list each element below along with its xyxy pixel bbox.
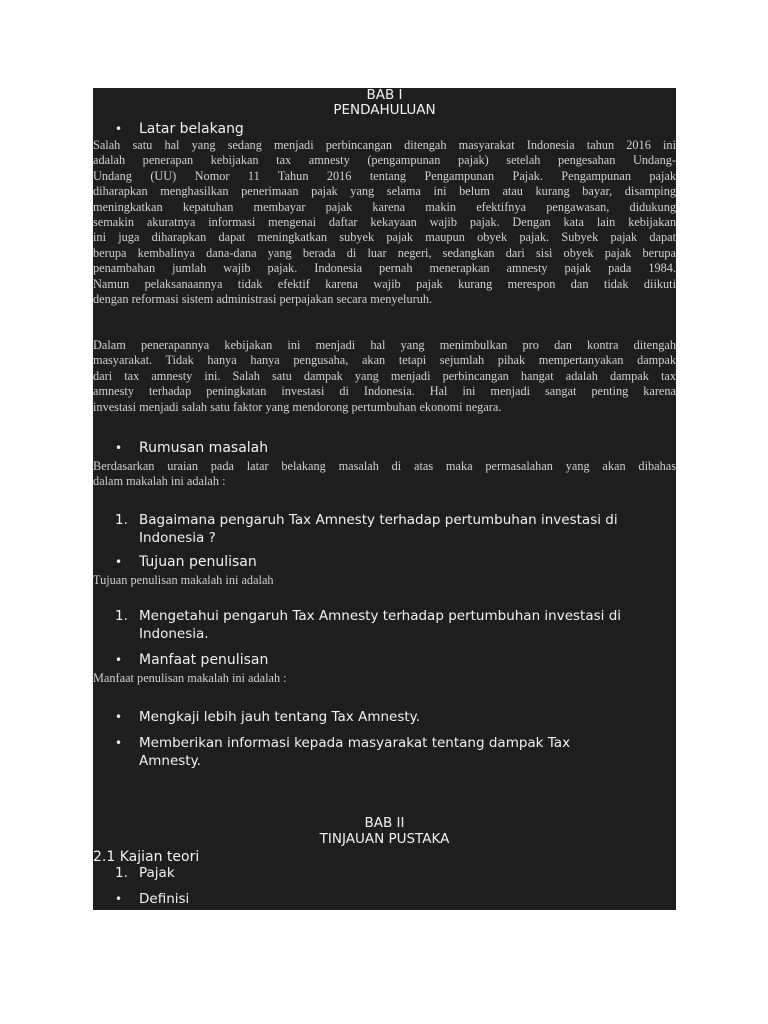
tujuan-item-1 [139,608,669,643]
text-line: berupa kembalinya dana-dana yang berada di luar negeri, sedangkan dari sisi obyek pajak berupa [93,245,676,260]
bullet-icon: • [115,555,123,569]
text-line: Namun pelaksanaannya tidak efektif karena wajib pajak kurang merespon dan tidak diikuti [93,276,676,291]
bab1-title: PENDAHULUAN [333,102,436,118]
rumusan-intro [93,459,676,490]
manfaat-heading: Manfaat penulisan [139,652,269,668]
manfaat-intro: Manfaat penulisan makalah ini adalah : [93,671,287,685]
text-line: Mengkaji lebih jauh tentang Tax Amnesty. [139,709,421,725]
bullet-icon: • [115,122,123,136]
manfaat-item-2 [139,735,669,770]
text-line: masyarakat. Tidak hanya hanya pengusaha, akan tetapi sejumlah pihak mempertanyakan dampak [93,353,676,368]
manfaat-item-1 [139,709,669,727]
text-line: Salah satu hal yang sedang menjadi perbincangan ditengah masyarakat Indonesia tahun 2016 ini [93,138,676,152]
latar-paragraph-1 [93,138,676,307]
text-line: penambahan jumlah wajib pajak. Indonesia pernah menerapkan amnesty pajak pada 1984. [93,261,676,276]
text-line: Dalam penerapannya kebijakan ini menjadi hal yang menimbulkan pro dan kontra ditengah [93,338,676,352]
text-line: meningkatkan kepatuhan membayar pajak karena makin efektifnya pengawasan, didukung [93,199,676,214]
text-line: Indonesia ? [139,529,216,546]
document-page [93,88,676,910]
bab2-number: BAB II [364,815,405,831]
text-line: dalam makalah ini adalah : [93,474,226,489]
bab2-bullet-item: Definisi [139,891,190,907]
text-line: Mengetahui pengaruh Tax Amnesty terhadap pertumbuhan investasi di [139,608,622,624]
bullet-icon: • [115,892,123,906]
text-line: Undang (UU) Nomor 11 Tahun 2016 tentang Pengampunan Pajak. Pengampunan pajak [93,168,676,183]
bullet-icon: • [115,653,123,667]
text-line: Amnesty. [139,752,201,769]
tujuan-heading: Tujuan penulisan [139,554,257,570]
tujuan-intro: Tujuan penulisan makalah ini adalah [93,573,274,587]
text-line: dari tax amnesty ini. Salah satu dampak yang menjadi perbincangan hangat adalah dampak tax [93,368,676,383]
bab2-section-heading: 2.1 Kajian teori [93,849,200,865]
rumusan-item-1 [139,512,669,547]
text-line: investasi menjadi salah satu faktor yang mendorong pertumbuhan ekonomi negara. [93,399,502,414]
bab1-number: BAB I [366,87,403,103]
text-line: Berdasarkan uraian pada latar belakang masalah di atas maka permasalahan yang akan dibahas [93,459,676,473]
list-number: 1. [115,512,128,528]
text-line: amnesty terhadap peningkatan investasi di Indonesia. Hal ini menjadi sangat penting karena [93,384,676,399]
bab2-sub-item: Pajak [139,865,175,881]
bullet-icon: • [115,710,123,724]
bullet-icon: • [115,736,123,750]
list-number: 1. [115,608,128,624]
text-line: Memberikan informasi kepada masyarakat tentang dampak Tax [139,735,571,751]
text-line: semakin akuratnya informasi mengenai daftar kekayaan wajib pajak. Dengan kata lain kebijakan [93,215,676,230]
text-line: Bagaimana pengaruh Tax Amnesty terhadap pertumbuhan investasi di [139,512,618,528]
text-line: diharapkan menghasilkan penerimaan pajak yang selama ini belum atau kurang bayar, disamping [93,184,676,199]
text-line: dengan reformasi sistem administrasi perpajakan secara menyeluruh. [93,292,433,307]
text-line: Indonesia. [139,625,209,642]
bullet-icon: • [115,441,123,455]
text-line: ini juga diharapkan dapat meningkatkan subyek pajak maupun obyek pajak. Subyek pajak dapat [93,230,676,245]
bab2-title: TINJAUAN PUSTAKA [319,831,450,847]
list-number: 1. [115,865,128,881]
latar-paragraph-2 [93,338,676,415]
text-line: adalah penerapan kebijakan tax amnesty (pengampunan pajak) setelah pengesahan Undang- [93,153,676,168]
latar-heading: Latar belakang [139,121,244,137]
rumusan-heading: Rumusan masalah [139,440,269,456]
